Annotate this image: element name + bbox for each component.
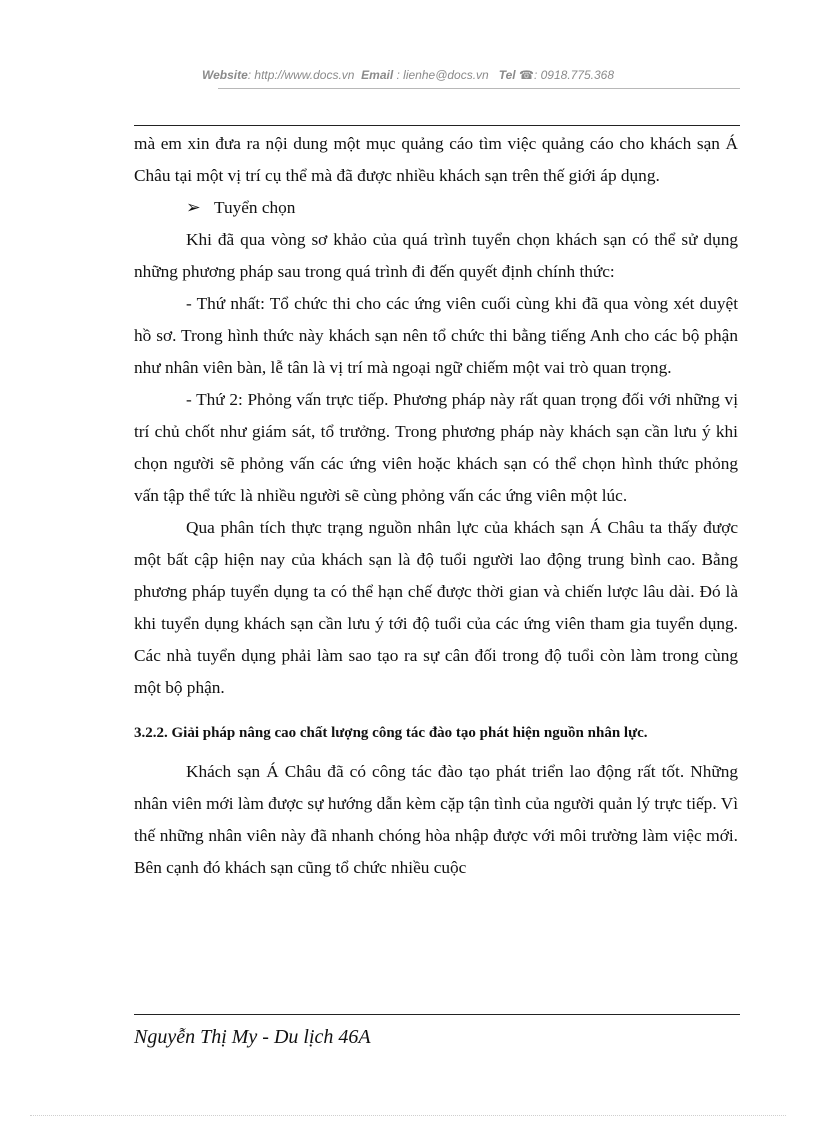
email-value: : lienhe@docs.vn [396,68,489,82]
tel-label: Tel [498,68,516,82]
bottom-divider [134,1014,740,1015]
page-edge-dotted-line [30,1115,786,1116]
footer-author: Nguyễn Thị My - Du lịch 46A [134,1026,371,1048]
website-value: : http://www.docs.vn [247,68,355,82]
paragraph-3: - Thứ nhất: Tổ chức thi cho các ứng viên cuối cùng khi đã qua vòng xét duyệt hồ sơ. Trong hình thức này khách sạn nên tổ chức thi bằng tiếng Anh cho các bộ phận như nhân viên bàn, lễ tân là vị trí mà ngoại ngữ chiếm một vai trò quan trọng. [134,294,738,377]
bullet-item [134,192,738,224]
top-divider [134,125,740,126]
paragraph-5: Qua phân tích thực trạng nguồn nhân lực của khách sạn Á Châu ta thấy được một bất cập hiện nay của khách sạn là độ tuổi người lao động trung bình cao. Bằng phương pháp tuyển dụng ta có thể hạn chế được thời gian và chiến lược lâu dài. Đó là khi tuyển dụng khách sạn cần lưu ý tới độ tuổi của các ứng viên tham gia tuyển dụng. Các nhà tuyển dụng phải làm sao tạo ra sự cân đối trong độ tuổi còn làm trong cùng một bộ phận. [134,518,738,697]
website-label: Website [201,68,248,82]
email-label: Email [361,68,394,82]
page-header [0,68,816,82]
paragraph-6: Khách sạn Á Châu đã có công tác đào tạo phát triển lao động rất tốt. Những nhân viên mới làm được sự hướng dẫn kèm cặp tận tình của người quản lý trực tiếp. Vì thế những nhân viên này đã nhanh chóng hòa nhập được với môi trường làm việc mới. Bên cạnh đó khách sạn cũng tổ chức nhiều cuộc [134,762,738,877]
paragraph-2: Khi đã qua vòng sơ khảo của quá trình tuyển chọn khách sạn có thể sử dụng những phương pháp sau trong quá trình đi đến quyết định chính thức: [134,230,738,281]
tel-value: : 0918.775.368 [533,68,615,82]
page-body [134,128,738,884]
arrow-bullet-icon: ➢ [186,198,201,217]
paragraph-4: - Thứ 2: Phỏng vấn trực tiếp. Phương pháp này rất quan trọng đối với những vị trí chủ chốt như giám sát, tổ trưởng. Trong phương pháp này khách sạn cần lưu ý khi chọn người sẽ phỏng vấn các ứng viên hoặc khách sạn có thể chọn hình thức phỏng vấn tập thể tức là nhiều người sẽ cùng phỏng vấn các ứng viên một lúc. [134,390,738,505]
paragraph-1: mà em xin đưa ra nội dung một mục quảng cáo tìm việc quảng cáo cho khách sạn Á Châu tại một vị trí cụ thể mà đã được nhiều khách sạn trên thế giới áp dụng. [134,134,738,185]
header-divider [218,88,740,89]
telephone-icon: ☎ [519,68,534,82]
bullet-text: Tuyển chọn [214,198,296,217]
section-heading: 3.2.2. Giải pháp nâng cao chất lượng công tác đào tạo phát hiện nguồn nhân lực. [134,725,648,741]
